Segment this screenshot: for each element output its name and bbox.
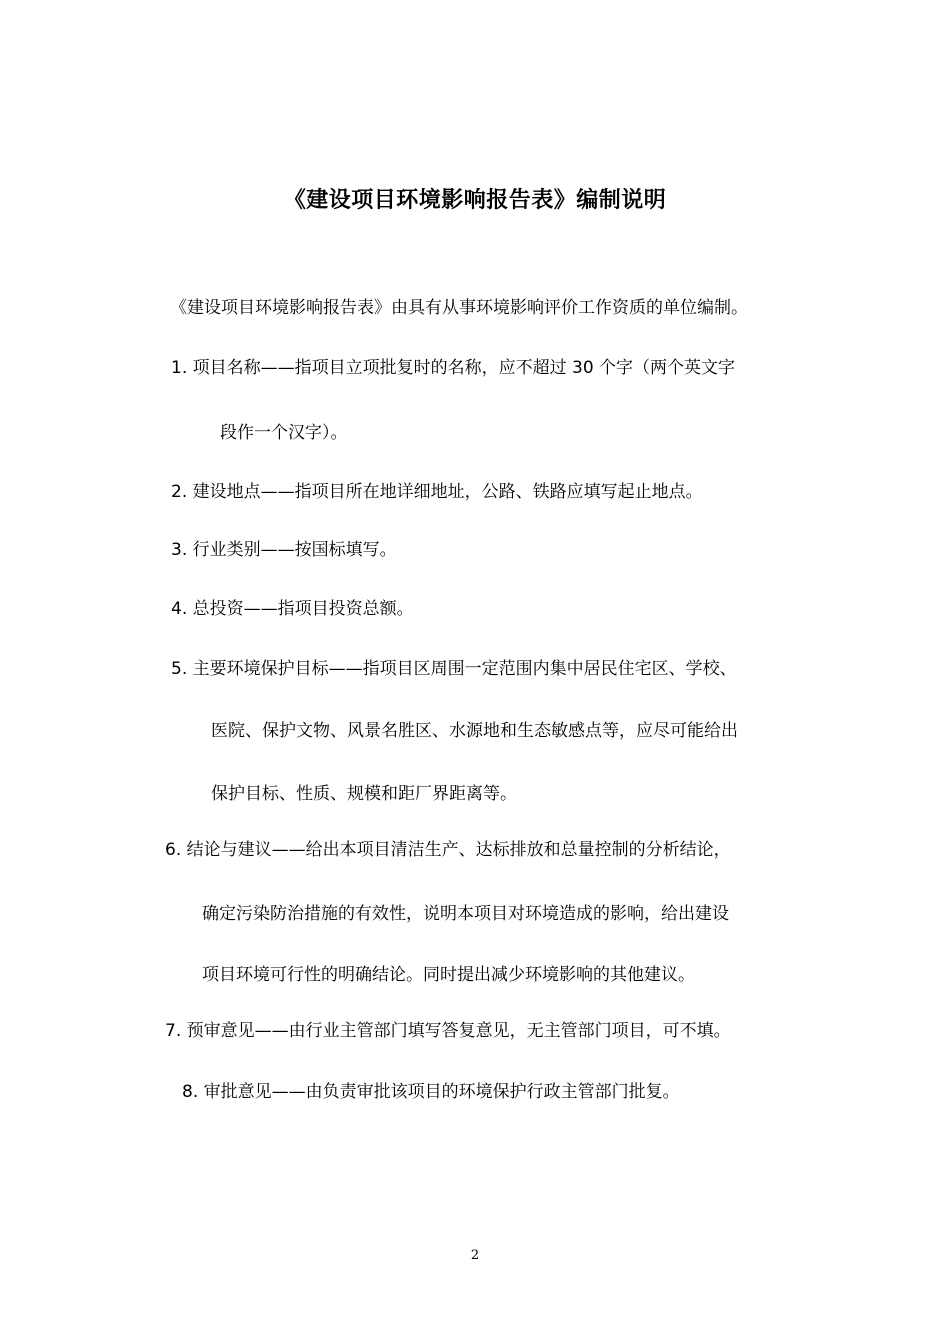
item-5-line-1: 5. 主要环境保护目标——指项目区周围一定范围内集中居民住宅区、学校、 [171,659,737,679]
document-title: 《建设项目环境影响报告表》编制说明 [283,188,667,213]
item-5-line-3: 保护目标、性质、规模和距厂界距离等。 [211,784,517,804]
item-6-line-2: 确定污染防治措施的有效性，说明本项目对环境造成的影响，给出建设 [202,904,729,924]
item-6-line-3: 项目环境可行性的明确结论。同时提出减少环境影响的其他建议。 [202,965,695,985]
item-8-line-1: 8. 审批意见——由负责审批该项目的环境保护行政主管部门批复。 [182,1082,680,1102]
item-6-line-1: 6. 结论与建议——给出本项目清洁生产、达标排放和总量控制的分析结论， [165,840,731,860]
intro-paragraph: 《建设项目环境影响报告表》由具有从事环境影响评价工作资质的单位编制。 [170,298,748,318]
item-2-line-1: 2. 建设地点——指项目所在地详细地址，公路、铁路应填写起止地点。 [171,482,703,502]
item-1-line-1: 1. 项目名称——指项目立项批复时的名称，应不超过 30 个字（两个英文字 [171,358,736,378]
item-1-line-2: 段作一个汉字）。 [220,423,348,443]
item-4-line-1: 4. 总投资——指项目投资总额。 [171,599,414,619]
page-number: 2 [470,1248,480,1263]
item-7-line-1: 7. 预审意见——由行业主管部门填写答复意见，无主管部门项目，可不填。 [165,1021,731,1041]
item-3-line-1: 3. 行业类别——按国标填写。 [171,540,397,560]
item-5-line-2: 医院、保护文物、风景名胜区、水源地和生态敏感点等，应尽可能给出 [211,721,738,741]
